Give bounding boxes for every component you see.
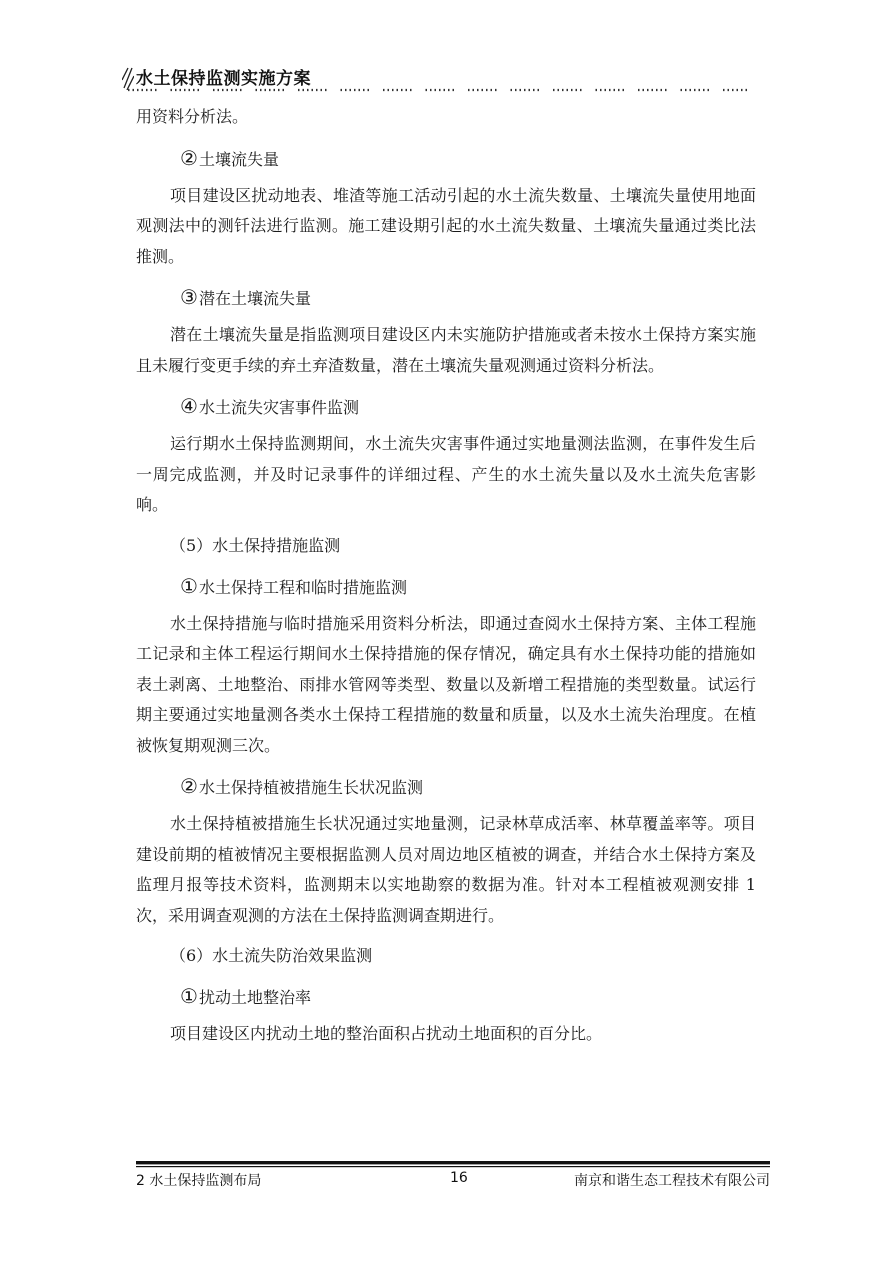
section-heading: （5）水土保持措施监测 bbox=[170, 535, 341, 555]
body-paragraph: 项目建设区扰动地表、堆渣等施工活动引起的水土流失数量、土壤流失量使用地面观测法中的测钎法进行监测。施工建设期引起的水土流失数量、土壤流失量通过类比法推测。 bbox=[136, 185, 756, 266]
page-footer bbox=[136, 1170, 770, 1192]
heading-text: 潜在土壤流失量 bbox=[198, 289, 311, 308]
subsection-heading bbox=[136, 571, 756, 603]
subsection-heading bbox=[136, 771, 756, 803]
heading-text: 水土流失灾害事件监测 bbox=[198, 398, 359, 417]
subsection-heading bbox=[136, 143, 756, 175]
body-paragraph: 潜在土壤流失量是指监测项目建设区内未实施防护措施或者未按水土保持方案实施且未履行变更手续的弃土弃渣数量，潜在土壤流失量观测通过资料分析法。 bbox=[136, 325, 756, 375]
heading-number-marker: ① bbox=[180, 573, 198, 598]
heading-text: 水土保持植被措施生长状况监测 bbox=[198, 778, 423, 797]
document-body bbox=[136, 102, 756, 1050]
heading-number-marker: ② bbox=[180, 774, 198, 798]
header-dashed-rule bbox=[128, 86, 750, 94]
heading-number-marker: ② bbox=[180, 145, 198, 170]
footer-chapter: 2 水土保持监测布局 bbox=[136, 1173, 262, 1189]
heading-number-marker: ④ bbox=[180, 394, 198, 418]
body-paragraph: 项目建设区内扰动土地的整治面积占扰动土地面积的百分比。 bbox=[170, 1024, 603, 1043]
heading-text: 水土保持工程和临时措施监测 bbox=[198, 577, 407, 597]
footer-company: 南京和谐生态工程技术有限公司 bbox=[574, 1173, 770, 1189]
body-paragraph: 水土保持措施与临时措施采用资料分析法，即通过查阅水土保持方案、主体工程施工记录和主体工程运行期间水土保持措施的保存情况，确定具有水土保持功能的措施如表土剥离、土地整治、雨排水管网等类型、数量以及新增工程措施的类型数量。试运行期主要通过实地量测各类水土保持工程措施的数量和质量，以及水土流失治理度。在植被恢复期观测三次。 bbox=[136, 613, 756, 755]
heading-text: 扰动土地整治率 bbox=[198, 988, 311, 1007]
heading-number-marker: ③ bbox=[180, 285, 198, 309]
subsection-heading bbox=[136, 391, 756, 423]
heading-text: 土壤流失量 bbox=[198, 149, 279, 169]
page-header bbox=[136, 62, 756, 98]
section-heading: （6）水土流失防治效果监测 bbox=[170, 946, 373, 965]
body-paragraph: 水土保持植被措施生长状况通过实地量测，记录林草成活率、林草覆盖率等。项目建设前期的植被情况主要根据监测人员对周边地区植被的调查，并结合水土保持方案及监理月报等技术资料，监测期末以实地勘察的数据为准。针对本工程植被观测安排 1 次，采用调查观测的方法在土保持监测调查期进行。 bbox=[136, 814, 756, 925]
body-paragraph: 运行期水土保持监测期间，水土流失灾害事件通过实地量测法监测，在事件发生后一周完成监测，并及时记录事件的详细过程、产生的水土流失量以及水土流失危害影响。 bbox=[136, 434, 756, 514]
heading-number-marker: ① bbox=[180, 984, 198, 1008]
header-title: 水土保持监测实施方案 bbox=[136, 69, 311, 89]
subsection-heading bbox=[136, 981, 756, 1013]
footer-page-number: 16 bbox=[450, 1170, 468, 1186]
subsection-heading bbox=[136, 282, 756, 314]
footer-double-rule bbox=[136, 1161, 770, 1168]
continued-text: 用资料分析法。 bbox=[136, 107, 249, 126]
